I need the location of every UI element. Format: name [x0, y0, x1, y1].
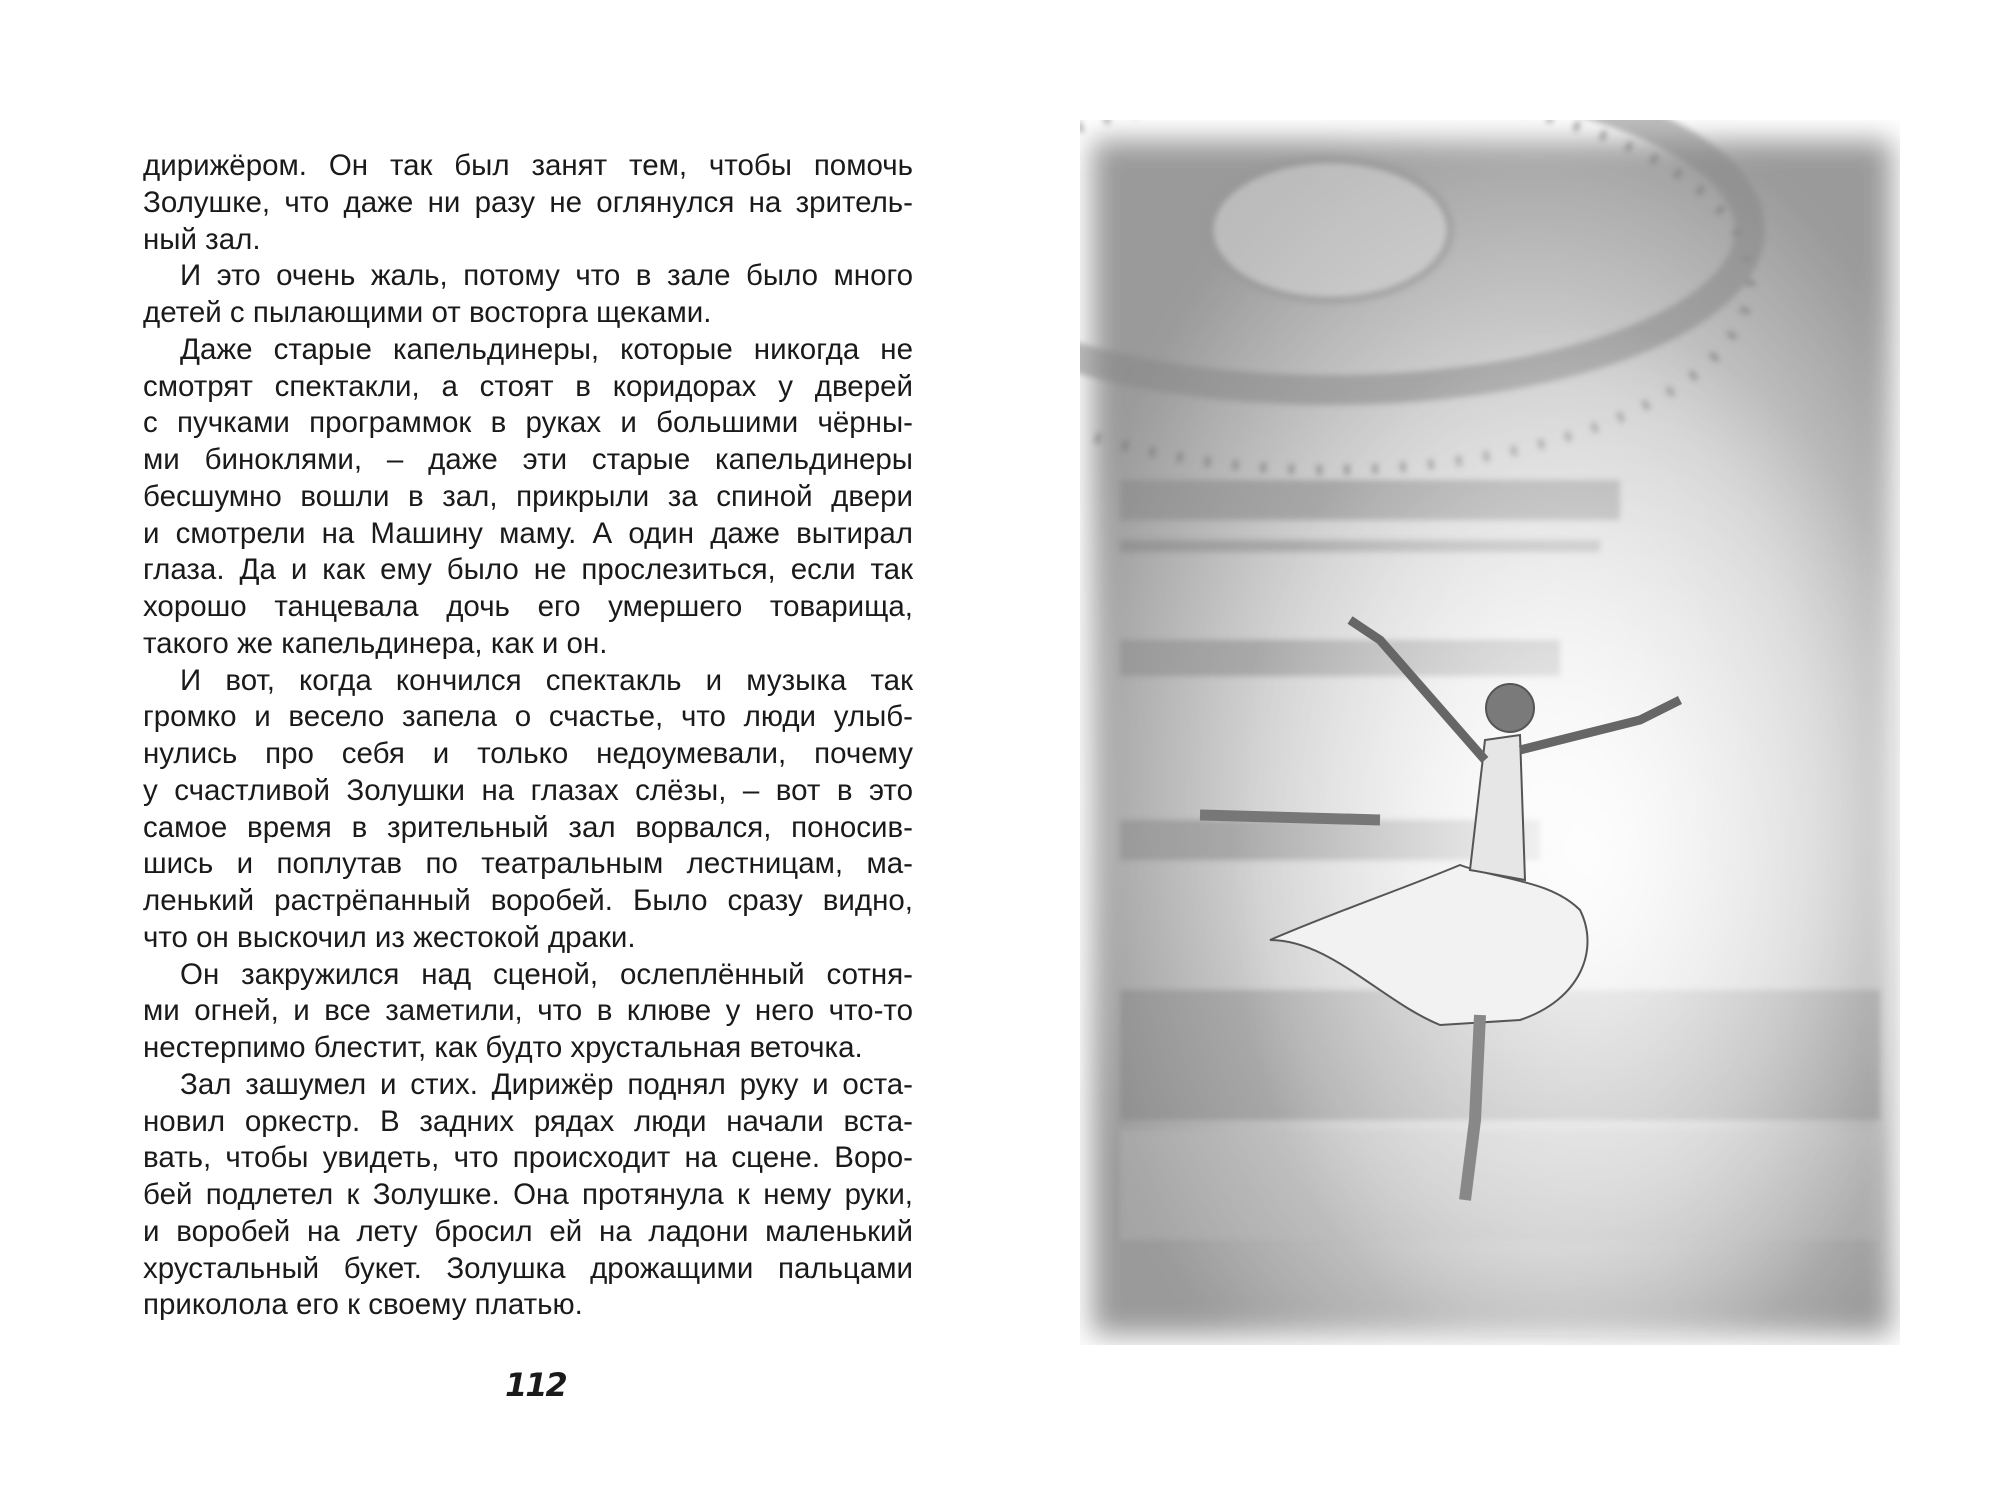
text-line: самое время в зрительный зал ворвался, поносив-	[143, 810, 913, 844]
text-line: глаза. Да и как ему было не прослезиться, если так	[143, 553, 913, 587]
text-line: дирижёром. Он так был занят тем, чтобы помочь	[143, 149, 913, 182]
text-line: Зал зашумел и стих. Дирижёр поднял руку и оста-	[180, 1067, 913, 1101]
ballerina-illustration	[1080, 120, 1900, 1345]
text-line: Золушке, что даже ни разу не оглянулся на зритель-	[143, 185, 913, 219]
text-line: хорошо танцевала дочь его умершего товарища,	[143, 590, 913, 623]
text-line: ми огней, и все заметили, что в клюве у него что-то	[143, 994, 913, 1028]
text-line: у счастливой Золушки на глазах слёзы, – вот в это	[143, 773, 913, 807]
text-line: Он закружился над сценой, ослеплённый сотня-	[180, 957, 913, 991]
text-line: что он выскочил из жестокой драки.	[143, 920, 636, 954]
text-line: детей с пылающими от восторга щеками.	[143, 296, 712, 329]
text-line: ленький растрёпанный воробей. Было сразу видно,	[143, 884, 913, 917]
text-line: шись и поплутав по театральным лестницам, ма-	[143, 847, 913, 881]
text-line: И это очень жаль, потому что в зале было много	[180, 259, 913, 293]
page-number: 112	[505, 1366, 566, 1404]
text-line: И вот, когда кончился спектакль и музыка так	[180, 663, 913, 697]
body-text	[143, 148, 913, 1324]
text-line: такого же капельдинера, как и он.	[143, 626, 608, 660]
text-line: нестерпимо блестит, как будто хрустальная веточка.	[143, 1031, 863, 1064]
text-line: ми биноклями, – даже эти старые капельдинеры	[143, 443, 913, 476]
text-line: Даже старые капельдинеры, которые никогда не	[180, 332, 913, 366]
text-line: хрустальный букет. Золушка дрожащими пальцами	[143, 1251, 913, 1285]
theatre-background	[1080, 120, 1892, 1335]
text-line: бей подлетел к Золушке. Она протянула к нему руки,	[143, 1178, 913, 1211]
text-line: смотрят спектакли, а стоят в коридорах у дверей	[143, 369, 913, 403]
text-line: громко и весело запела о счастье, что люди улыб-	[143, 700, 913, 734]
text-line: новил оркестр. В задних рядах люди начали вста-	[143, 1104, 913, 1138]
text-line: бесшумно вошли в зал, прикрыли за спиной двери	[143, 479, 913, 513]
text-line: с пучками программок в руках и большими чёрны-	[143, 406, 913, 440]
text-line: приколола его к своему платью.	[143, 1288, 583, 1322]
text-line: нулись про себя и только недоумевали, почему	[143, 737, 913, 770]
text-line: ный зал.	[143, 222, 261, 256]
text-line: и смотрели на Машину маму. А один даже вытирал	[143, 516, 913, 550]
text-line: и воробей на лету бросил ей на ладони маленький	[143, 1214, 913, 1248]
text-line: вать, чтобы увидеть, что происходит на сцене. Воро-	[143, 1141, 913, 1175]
